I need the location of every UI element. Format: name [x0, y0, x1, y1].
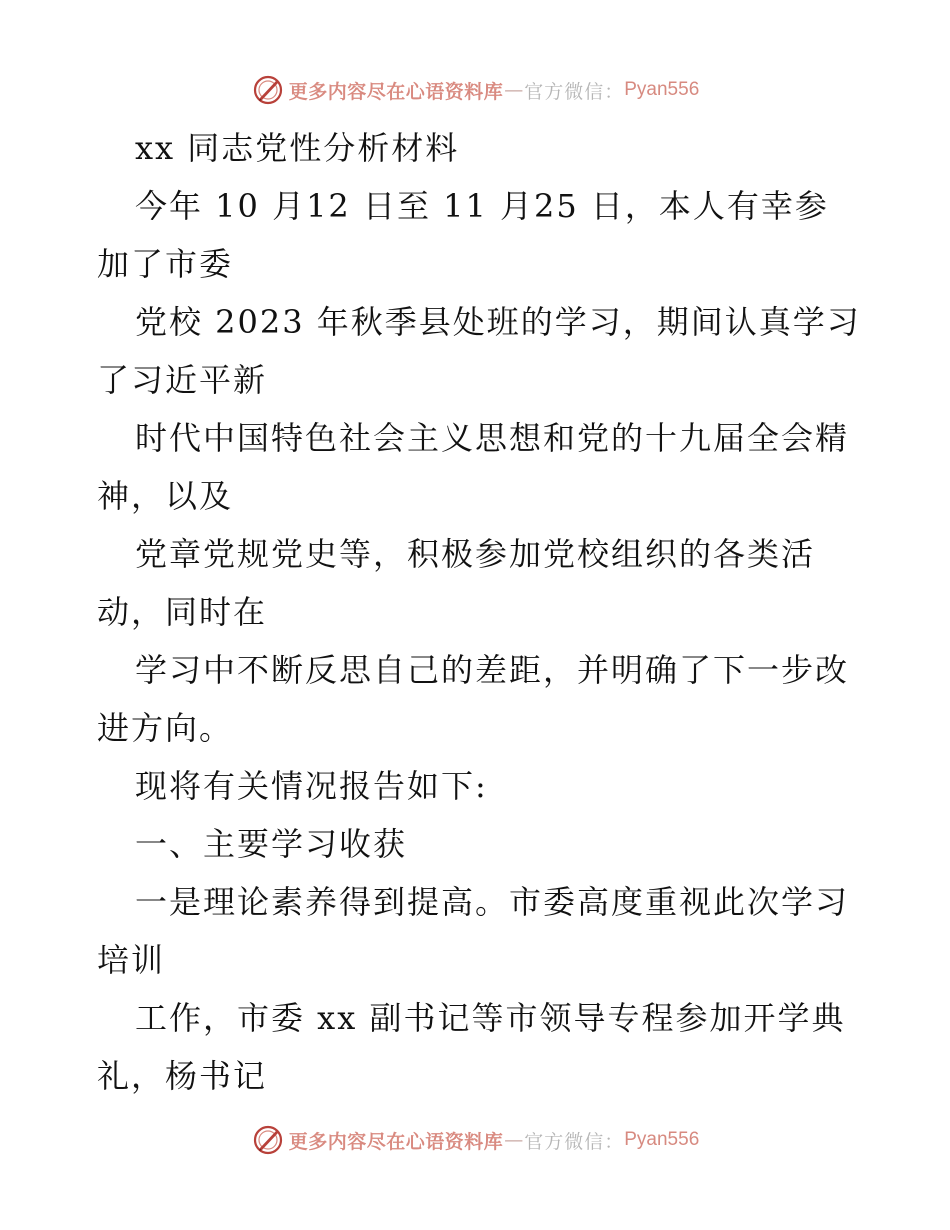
quill-logo-icon: [251, 73, 285, 107]
paragraph-line: 党校 2023 年秋季县处班的学习，期间认真学习: [135, 303, 861, 341]
paragraph-line: 培训: [97, 941, 166, 979]
banner-dash: —: [504, 1129, 524, 1151]
paragraph-line: 党章党规党史等，积极参加党校组织的各类活: [135, 535, 816, 573]
paragraph-line: 时代中国特色社会主义思想和党的十九届全会精: [135, 419, 850, 457]
paragraph-line: 进方向。: [97, 709, 234, 747]
header-watermark-banner: [0, 70, 950, 110]
paragraph-line: 今年 10 月12 日至 11 月25 日，本人有幸参: [135, 187, 829, 225]
banner-title: 更多内容尽在心语资料库: [288, 1130, 504, 1153]
paragraph-line: 神，以及: [97, 477, 234, 515]
paragraph-line: 加了市委: [97, 245, 234, 283]
banner-wechat-label: 官方微信：: [524, 80, 625, 103]
footer-watermark-banner: [0, 1120, 950, 1160]
paragraph-line: 礼，杨书记: [97, 1057, 268, 1095]
paragraph-line: 动，同时在: [97, 593, 268, 631]
banner-title: 更多内容尽在心语资料库: [288, 80, 504, 103]
section-heading: 一、主要学习收获: [135, 825, 408, 863]
paragraph-line: 工作，市委 xx 副书记等市领导专程参加开学典: [135, 999, 846, 1037]
paragraph-line: 了习近平新: [97, 361, 268, 399]
banner-wechat-id: Pyan556: [624, 1129, 700, 1150]
paragraph-line: 一是理论素养得到提高。市委高度重视此次学习: [135, 883, 850, 921]
paragraph-line: 学习中不断反思自己的差距，并明确了下一步改: [135, 651, 850, 689]
paragraph-line: 现将有关情况报告如下:: [135, 767, 488, 805]
quill-logo-icon: [251, 1123, 285, 1157]
banner-wechat-id: Pyan556: [624, 79, 700, 100]
banner-wechat-label: 官方微信：: [524, 1130, 625, 1153]
banner-dash: —: [504, 79, 524, 101]
document-title: xx 同志党性分析材料: [135, 129, 460, 167]
